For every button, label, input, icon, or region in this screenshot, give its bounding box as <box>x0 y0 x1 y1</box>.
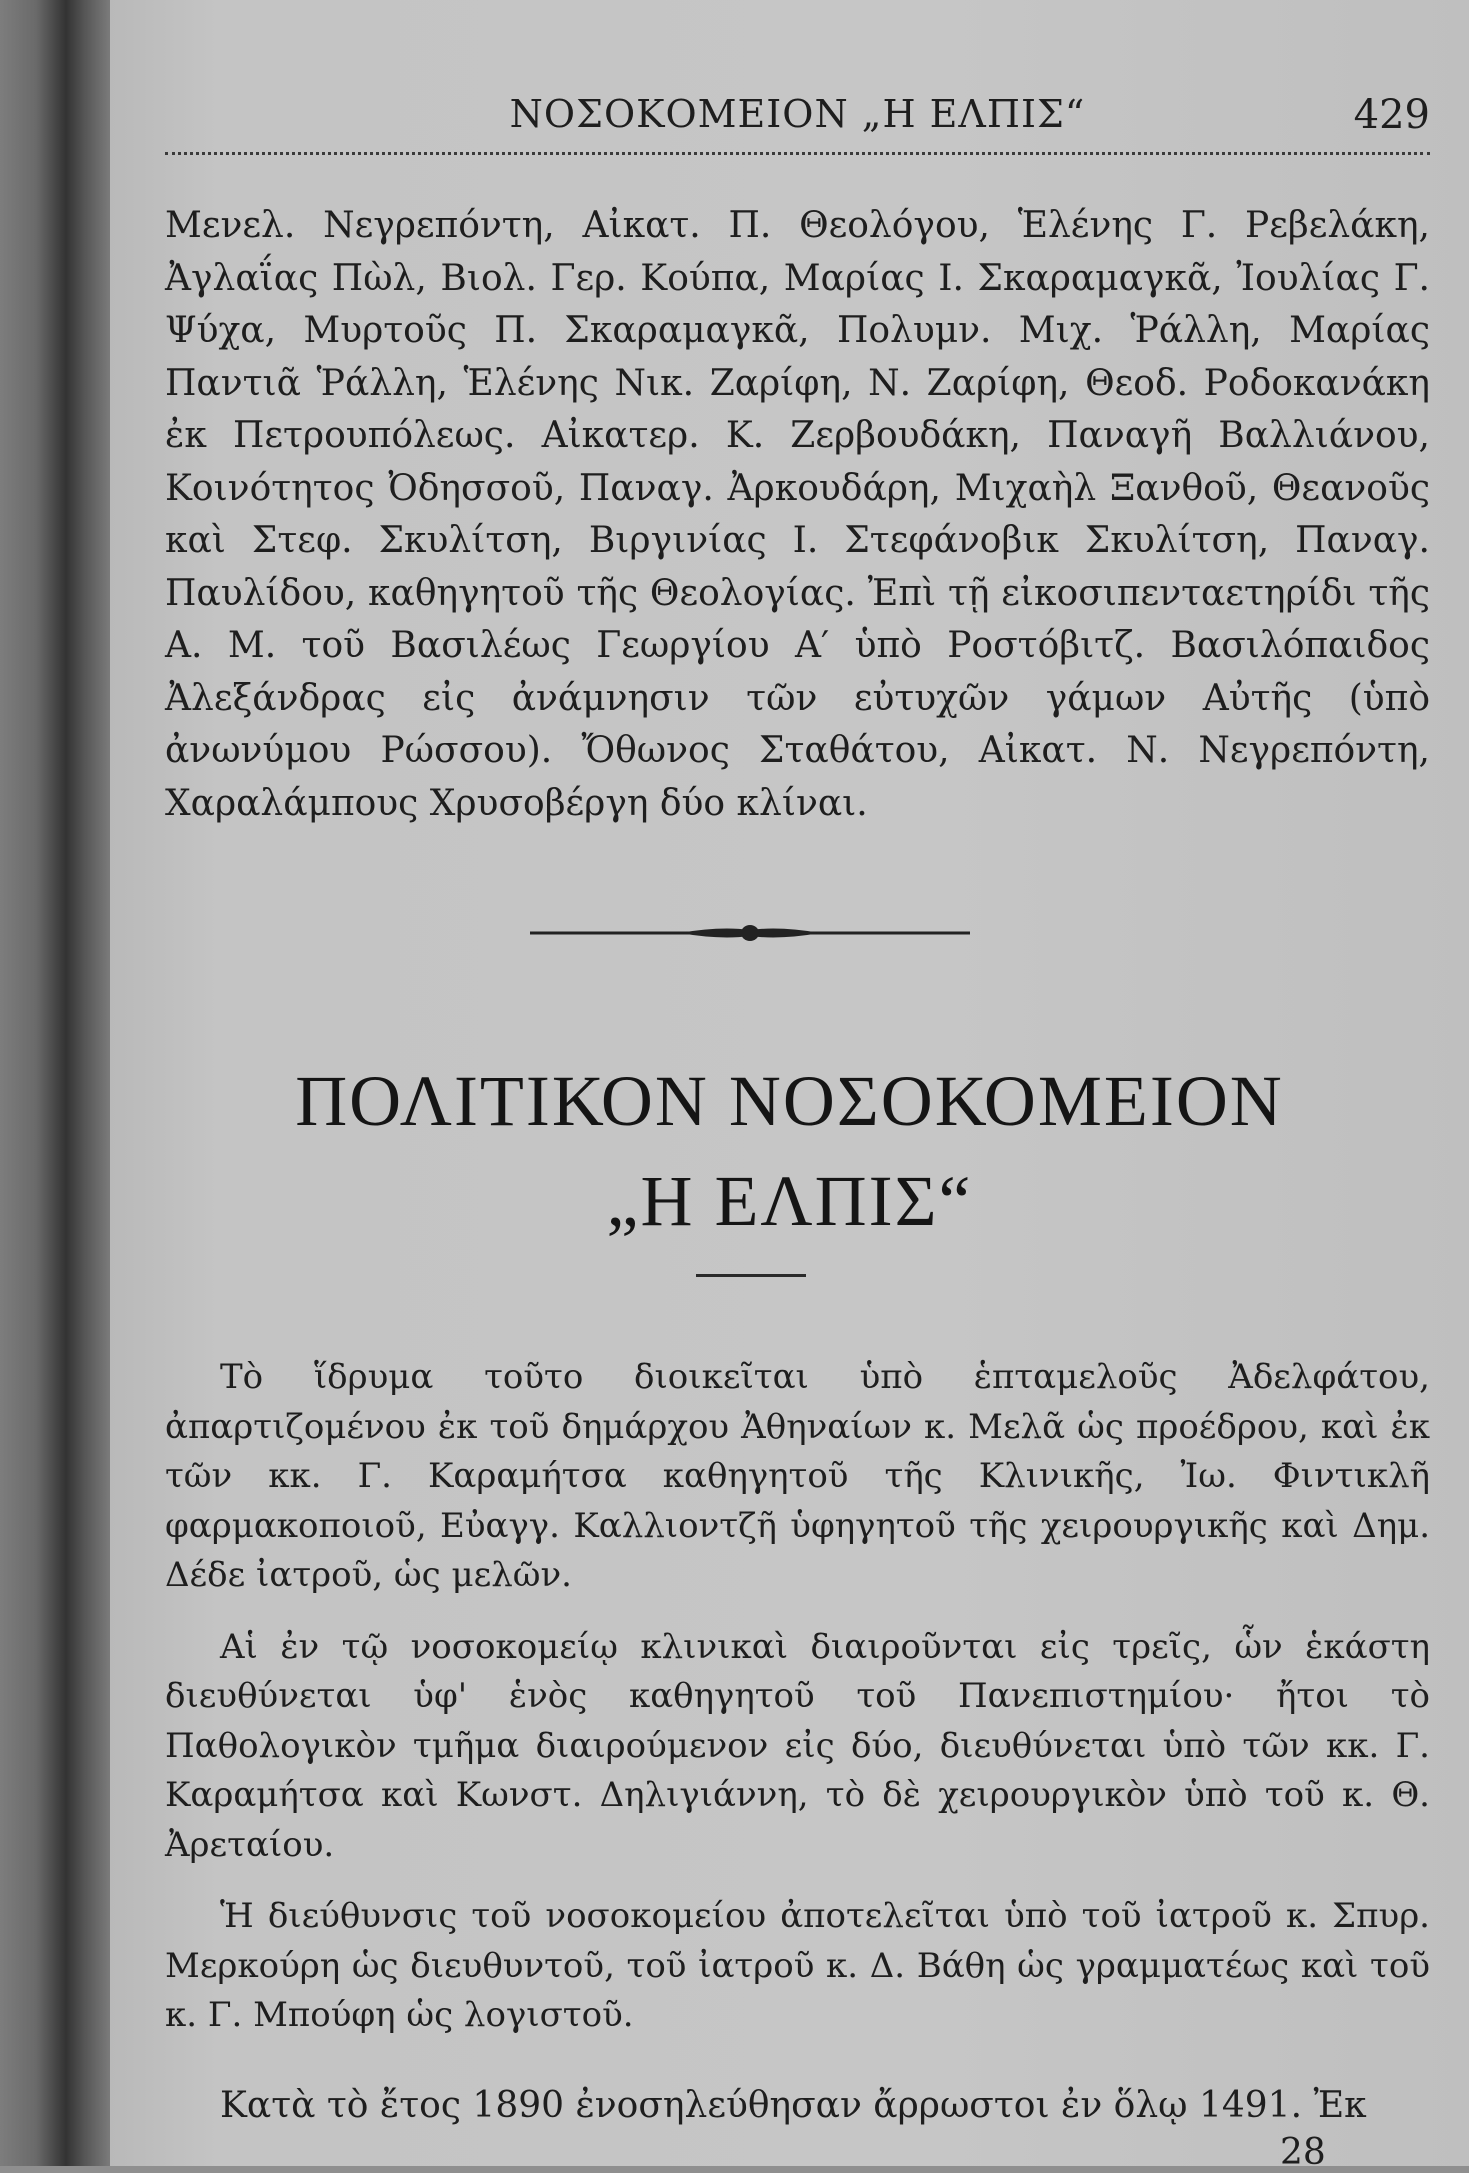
book-gutter <box>0 0 120 2166</box>
signature-mark: 28 <box>1280 2132 1326 2173</box>
paragraph: Τὸ ἵδρυμα τοῦτο διοικεῖται ὑπὸ ἑπταμελοῦς Ἀδελφάτου, ἀπαρτιζομένου ἐκ τοῦ δημάρχου Ἀθηναίων κ. Μελᾶ ὡς προέδρου, καὶ ἐκ τῶν κκ. Γ. Καραμήτσα καθηγητοῦ τῆς Κλινικῆς, Ἰω. Φιντικλῆ φαρμακοποιοῦ, Εὐαγγ. Καλλιοντζῆ ὑφηγητοῦ τῆς χειρουργικῆς καὶ Δημ. Δέδε ἰατροῦ, ὡς μελῶν. <box>165 1357 1430 1595</box>
running-header <box>165 92 1430 155</box>
paragraph-continuing: Κατὰ τὸ ἔτος 1890 ἐνοσηλεύθησαν ἄρρωστοι ἐν ὅλῳ 1491. Ἐκ <box>220 2085 1367 2126</box>
ornament-divider <box>530 918 970 948</box>
running-title: ΝΟΣΟΚΟΜΕΙΟΝ „Η ΕΛΠΙΣ“ <box>509 92 1086 136</box>
title-underline <box>696 1274 806 1277</box>
donors-paragraph: Μενελ. Νεγρεπόντη, Αἰκατ. Π. Θεολόγου, Ἑλένης Γ. Ρεβελάκη, Ἀγλαΐας Πὼλ, Βιολ. Γερ. Κούπα, Μαρίας Ι. Σκαραμαγκᾶ, Ἰουλίας Γ. Ψύχα, Μυρτοῦς Π. Σκαραμαγκᾶ, Πολυμν. Μιχ. Ῥάλλη, Μαρίας Παντιᾶ Ῥάλλη, Ἑλένης Νικ. Ζαρίφη, Ν. Ζαρίφη, Θεοδ. Ροδοκανάκη ἐκ Πετρουπόλεως. Αἰκατερ. Κ. Ζερβουδάκη, Παναγῆ Βαλλιάνου, Κοινότητος Ὀδησσοῦ, Παναγ. Ἀρκουδάρη, Μιχαὴλ Ξανθοῦ, Θεανοῦς καὶ Στεφ. Σκυλίτση, Βιργινίας Ι. Στεφάνοβικ Σκυλίτση, Παναγ. Παυλίδου, καθηγητοῦ τῆς Θεολογίας. Ἐπὶ τῇ εἰκοσιπενταετηρίδι τῆς Α. Μ. τοῦ Βασιλέως Γεωργίου Α′ ὑπὸ Ροστόβιτζ. Βασιλόπαιδος Ἀλεξάνδρας εἰς ἀνάμνησιν τῶν εὐτυχῶν γάμων Αὐτῆς (ὑπὸ ἀνωνύμου Ρώσσου). Ὄθωνος Σταθάτου, Αἰκατ. Ν. Νεγρεπόντη, Χαραλάμπους Χρυσοβέργη δύο κλίναι. <box>165 205 1430 824</box>
paragraph: Αἱ ἐν τῷ νοσοκομείῳ κλινικαὶ διαιροῦνται εἰς τρεῖς, ὧν ἑκάστη διευθύνεται ὑφ' ἑνὸς καθηγητοῦ τοῦ Πανεπιστημίου· ἤτοι τὸ Παθολογικὸν τμῆμα διαιρούμενον εἰς δύο, διευθύνεται ὑπὸ τῶν κκ. Γ. Καραμήτσα καὶ Κωνστ. Δηλιγιάννη, τὸ δὲ χειρουργικὸν ὑπὸ τοῦ κ. Θ. Ἀρεταίου. <box>165 1626 1430 1865</box>
paragraph: Ἡ διεύθυνσις τοῦ νοσοκομείου ἀποτελεῖται ὑπὸ τοῦ ἰατροῦ κ. Σπυρ. Μερκούρη ὡς διευθυντοῦ, τοῦ ἰατροῦ κ. Δ. Βάθη ὡς γραμματέως καὶ τοῦ κ. Γ. Μπούφη ὡς λογιστοῦ. <box>165 1896 1430 2035</box>
body-text <box>165 1353 1430 2063</box>
section-title-line1: ΠΟΛΙΤΙΚΟΝ ΝΟΣΟΚΟΜΕΙΟΝ <box>295 1061 1284 1141</box>
section-title-line2: „Η ΕΛΠΙΣ“ <box>606 1161 973 1241</box>
book-page <box>110 0 1469 2173</box>
page-number: 429 <box>1353 92 1430 138</box>
